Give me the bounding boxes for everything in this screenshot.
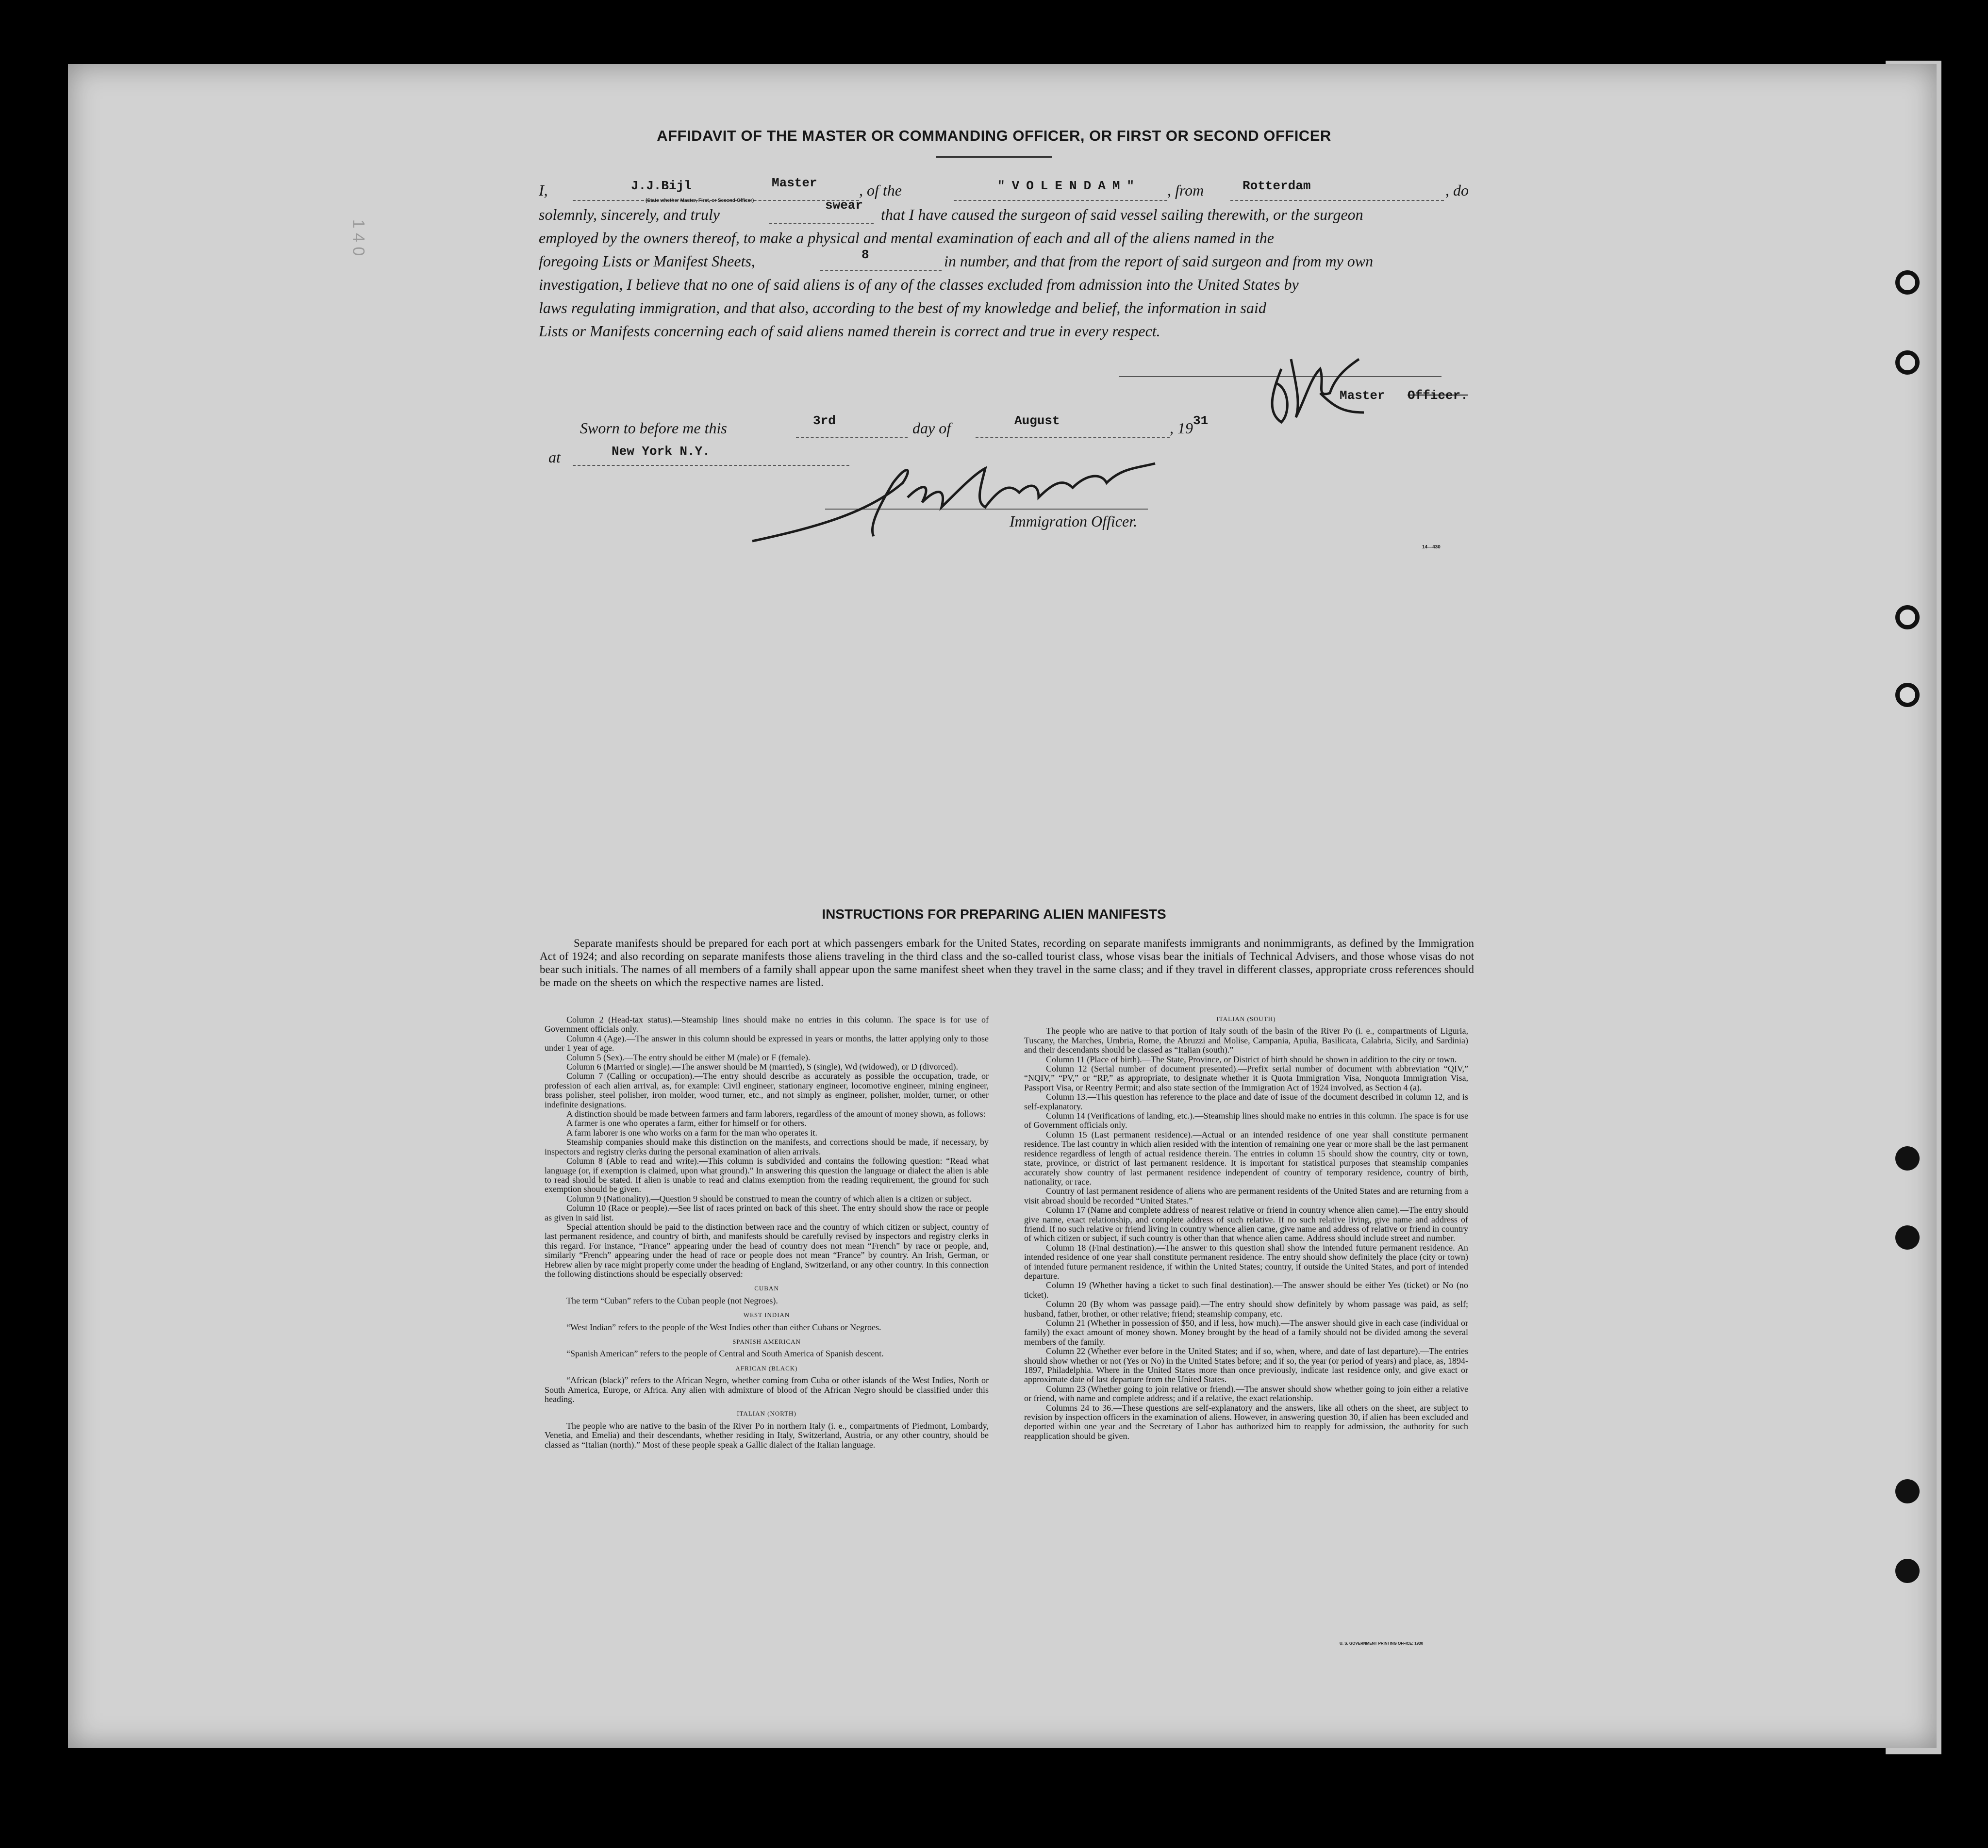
west-indian-text: “West Indian” refers to the people of the West Indies other than either Cubans or Negroes.	[566, 1322, 881, 1332]
affidavit-text-4: investigation, I believe that no one of said aliens is of any of the classes excluded from admission into the United States by	[539, 276, 1299, 293]
day-of-label: day of	[912, 419, 951, 437]
cuban-text: The term “Cuban” refers to the Cuban people (not Negroes).	[566, 1295, 778, 1305]
col-22-text: Column 22 (Whether ever before in the United States; and if so, when, where, and date of last departure).—The entries should show whether or not (Yes or No) in the United States before; and if so, the year (or period of years) and place, as, 1894-1897, Philadelphia. Where in the United States more than once previously, indicate last residence only, and give exact or approximate date of last departure from the United States.	[1024, 1346, 1468, 1385]
cuban-heading: CUBAN	[754, 1285, 779, 1292]
vessel-name: "VOLENDAM"	[997, 179, 1142, 193]
col-14-text: Column 14 (Verifications of landing, etc.).—Steamship lines should make no entries in this column. The space is for use of Government officials only.	[1024, 1111, 1468, 1130]
west-indian-heading: WEST INDIAN	[743, 1311, 790, 1319]
instructions-left-column	[545, 1015, 989, 1450]
at-label: at	[548, 448, 561, 466]
col-7-text: Column 7 (Calling or occupation).—The entry should describe as accurately as possible the occupation, trade, or profession of each alien arrival, as, for example: Civil engineer, stationary engineer, locomotive engineer, mining engineer, brass polisher, steel polisher, iron molder, wood turner, etc., and not simply as engineer, polisher, molder, turner, or other indefinite designations.	[545, 1071, 989, 1109]
affidavit-title: AFFIDAVIT OF THE MASTER OR COMMANDING OFFICER, OR FIRST OR SECOND OFFICER	[657, 127, 1331, 144]
italian-south-heading: ITALIAN (SOUTH)	[1216, 1015, 1276, 1023]
sheets-fill-line	[820, 270, 942, 271]
sheet-count: 8	[861, 248, 869, 262]
sworn-label: Sworn to before me this	[580, 419, 727, 437]
master-signature	[1262, 340, 1374, 432]
col-17-text: Column 17 (Name and complete address of nearest relative or friend in country whence alien came).—The entry should give name, exact relationship, and complete address of such relative. If no such relative living, give name and address of friend. If no such relative or friend living in country whence alien came, give name and address of relative or friend in country of which citizen or subject, if such country is other than that whence alien came. Address should include street and number.	[1024, 1205, 1468, 1243]
binder-hole	[1895, 1479, 1920, 1503]
race-distinction-text: Special attention should be paid to the distinction between race and the country of which citizen or subject, country of last permanent residence, and country of birth, and manifests should be carefully revised by inspectors and registry clerks in this regard. For instance, “France” appearing under the head of country does not mean “French” by race or people, and, similarly “French” appearing under the head of race or people does not mean “France” by country. An Irish, German, or Hebrew alien by race might properly come under the heading of England, Switzerland, or any other country. In this connection the following distinctions should be especially observed:	[545, 1221, 989, 1279]
printing-office-note: U. S. GOVERNMENT PRINTING OFFICE: 1930	[1340, 1641, 1424, 1646]
col-4-text: Column 4 (Age).—The answer in this column should be expressed in years or months, the latter applying only to those under 1 year of age.	[545, 1033, 989, 1053]
title-rule	[936, 156, 1052, 158]
officer-signature	[747, 454, 1175, 548]
binder-hole	[1895, 683, 1920, 707]
col-19-text: Column 19 (Whether having a ticket to such final destination).—The answer should be either Yes (ticket) or No (no ticket).	[1024, 1280, 1468, 1300]
african-text: “African (black)” refers to the African Negro, whether coming from Cuba or other islands of the West Indies, North or South America, Europe, or Africa. Any alien with admixture of blood of the African Negro should be classified under this heading.	[545, 1375, 989, 1404]
farmer-def: A farmer is one who operates a farm, either for himself or for others.	[566, 1118, 807, 1128]
italian-south-text: The people who are native to that portion of Italy south of the basin of the River Po (i. e., compartments of Liguria, Tuscany, the Marches, Umbria, Rome, the Abruzzi and Molise, Campania, Apulia, Basilicata, Calabria, Sicily, and Sardinia) and their descendants should be classed as “Italian (south).”	[1024, 1026, 1468, 1055]
form-number: 14—430	[1422, 544, 1441, 550]
sworn-year: 31	[1193, 413, 1209, 428]
col-9-text: Column 9 (Nationality).—Question 9 should be construed to mean the country of which alien is a citizen or subject.	[566, 1193, 972, 1204]
binder-hole	[1895, 1225, 1920, 1250]
master-name: J.J.Bijl	[631, 179, 692, 193]
instructions-title: INSTRUCTIONS FOR PREPARING ALIEN MANIFESTS	[822, 907, 1166, 922]
steamship-text: Steamship companies should make this distinction on the manifests, and corrections should be made, if necessary, by inspectors and registry clerks during the personal examination of alien arrivals.	[545, 1137, 989, 1156]
spanish-american-text: “Spanish American” refers to the people of Central and South America of Spanish descent.	[566, 1349, 884, 1359]
col-10-text: Column 10 (Race or people).—See list of races printed on back of this sheet. The entry should show the race or people as given in said list.	[545, 1203, 989, 1222]
african-heading: AFRICAN (BLACK)	[735, 1364, 798, 1372]
affidavit-line-2: solemnly, sincerely, and truly	[539, 206, 720, 223]
oath-fill-line	[769, 223, 874, 224]
affidavit-text-2: employed by the owners thereof, to make a physical and mental examination of each and all of the aliens named in the	[539, 229, 1274, 247]
master-rank: Master	[772, 176, 817, 190]
rank-note: (State whether Master, First, or Second Officer)	[646, 198, 754, 203]
col-20-text: Column 20 (By whom was passage paid).—The entry should show definitely by whom passage was paid, as self; husband, father, brother, or other relative; friend; steamship company, etc.	[1024, 1299, 1468, 1319]
affidavit-text-1: that I have caused the surgeon of said vessel sailing therewith, or the surgeon	[881, 206, 1363, 223]
col-13-text: Column 13.—This question has reference to the place and date of issue of the document described in column 12, and is self-explanatory.	[1024, 1092, 1468, 1111]
month-fill-line	[976, 437, 1170, 438]
col-15-text: Column 15 (Last permanent residence).—Actual or an intended residence of one year shall constitute permanent residence. The last country in which alien resided with the intention of remaining one year or more shall be the last permanent residence regardless of length of actual residence therein. The entries in column 15 should show the country, city or town, state, province, or district of last permanent residence. It is important for statistical purposes that steamship companies accurately show country of last permanent residence independent of country of temporary residence, country of birth, nationality, or race.	[1024, 1129, 1468, 1187]
sworn-month: August	[1014, 413, 1060, 428]
port-fill-line	[1230, 200, 1444, 201]
col-12-text: Column 12 (Serial number of document presented).—Prefix serial number of document with abbreviation “QIV,” “NQIV,” “PV,” or “RP,” as appropriate, to designate whether it is Quota Immigration Visa, Nonquota Immigration Visa, Passport Visa, or Reentry Permit; and also state section of the Immigration Act of 1924 involved, as Section 4 (a).	[1024, 1064, 1468, 1092]
col-23-text: Column 23 (Whether going to join relative or friend).—The answer should show whether going to join either a relative or friend, with name and complete address; and if a relative, the exact relationship.	[1024, 1384, 1468, 1403]
day-fill-line	[796, 437, 908, 438]
port-name: Rotterdam	[1242, 179, 1311, 193]
binder-hole	[1895, 1559, 1920, 1583]
oath-word: swear	[825, 198, 863, 213]
affidavit-line-1: I,	[539, 182, 548, 199]
officer-struck: Officer.	[1408, 388, 1468, 403]
italian-north-text: The people who are native to the basin of the River Po in northern Italy (i. e., compartments of Piedmont, Lombardy, Venetia, and Emelia) and their descendants, whether residing in Italy, Switzerland, Austria, or any other country, should be classed as “Italian (north).” Most of these people speak a Gallic dialect of the Italian language.	[545, 1420, 989, 1450]
affidavit-text-5: laws regulating immigration, and that also, according to the best of my knowledge and belief, the information in said	[539, 299, 1266, 316]
vessel-fill-line	[954, 200, 1167, 201]
binder-hole	[1895, 270, 1920, 295]
binder-hole	[1895, 605, 1920, 629]
col-24-36-text: Columns 24 to 36.—These questions are self-explanatory and the answers, like all others on the sheet, are subject to revision by inspection officers in the examination of aliens. However, in answering question 30, if alien has been excluded and deported within one year and the Secretary of Labor has authorized him to reapply for admission, the authority for such reapplication should be given.	[1024, 1402, 1468, 1441]
col-18-text: Column 18 (Final destination).—The answer to this question shall show the intended future permanent residence. An intended residence of one year shall constitute permanent residence. The entry should show definitely the place (city or town) of intended future permanent residence, if within the United States; country, if outside the United States, and port of intended departure.	[1024, 1242, 1468, 1281]
of-the-label: , of the	[859, 182, 902, 199]
officer-title: Immigration Officer.	[1010, 512, 1138, 530]
sworn-day: 3rd	[813, 413, 836, 428]
spanish-american-heading: SPANISH AMERICAN	[732, 1338, 801, 1345]
affidavit-text-3b: in number, and that from the report of said surgeon and from my own	[944, 252, 1374, 270]
binder-hole	[1895, 350, 1920, 375]
col-5-text: Column 5 (Sex).—The entry should be either M (male) or F (female).	[566, 1052, 811, 1062]
year-prefix: , 19	[1170, 419, 1193, 437]
affidavit-text-6: Lists or Manifests concerning each of said aliens named therein is correct and true in every respect.	[539, 322, 1160, 340]
col-11-text: Column 11 (Place of birth).—The State, Province, or District of birth should be shown in addition to the city or town.	[1046, 1054, 1457, 1064]
farmer-text: A distinction should be made between farmers and farm laborers, regardless of the amount of money shown, as follows:	[566, 1109, 986, 1119]
col-2-text: Column 2 (Head-tax status).—Steamship lines should make no entries in this column. The space is for use of Government officials only.	[545, 1015, 989, 1034]
sworn-place: New York N.Y.	[612, 444, 710, 459]
affidavit-text-3a: foregoing Lists or Manifest Sheets,	[539, 252, 755, 270]
instructions-right-column	[1024, 1014, 1468, 1441]
instructions-intro: Separate manifests should be prepared for each port at which passengers embark for the United States, recording on separate manifests immigrants and nonimmigrants, as defined by the Immigration Act of 1924; and also recording on separate manifests those aliens traveling in the third class and the so-called tourist class, whose visas bear the initials of Technical Advisers, and those whose visas do not bear such initials. The names of all members of a family shall appear upon the same manifest sheet when they travel in the same class; and if they travel in different classes, appropriate cross references should be made on the sheets on which the respective names are listed.	[540, 937, 1474, 989]
signer-title: Master	[1340, 388, 1385, 403]
col-6-text: Column 6 (Married or single).—The answer should be M (married), S (single), Wd (widowed), or D (divorced).	[566, 1062, 958, 1072]
farm-laborer-def: A farm laborer is one who works on a farm for the man who operates it.	[566, 1127, 817, 1138]
col-21-text: Column 21 (Whether in possession of $50, and if less, how much).—The answer should give in each case (individual or family) the exact amount of money shown. Money brought by the head of a family should not be divided among the several members of the family.	[1024, 1318, 1468, 1347]
italian-north-heading: ITALIAN (NORTH)	[737, 1410, 796, 1418]
residence-us-text: Country of last permanent residence of aliens who are permanent residents of the United States and are returning from a visit abroad should be recorded “United States.”	[1024, 1186, 1468, 1205]
binder-hole	[1895, 1146, 1920, 1171]
col-8-text: Column 8 (Able to read and write).—This column is subdivided and contains the following question: “Read what language (or, if exemption is claimed, upon what ground).” In answering this question the language or dialect the alien is able to read should be stated. If alien is unable to read and claims exemption from the reading requirement, the ground for such exemption should be given.	[545, 1156, 989, 1194]
from-label: , from	[1167, 182, 1204, 199]
do-label: , do	[1445, 182, 1469, 199]
margin-mark: 1 4 0	[349, 219, 368, 256]
